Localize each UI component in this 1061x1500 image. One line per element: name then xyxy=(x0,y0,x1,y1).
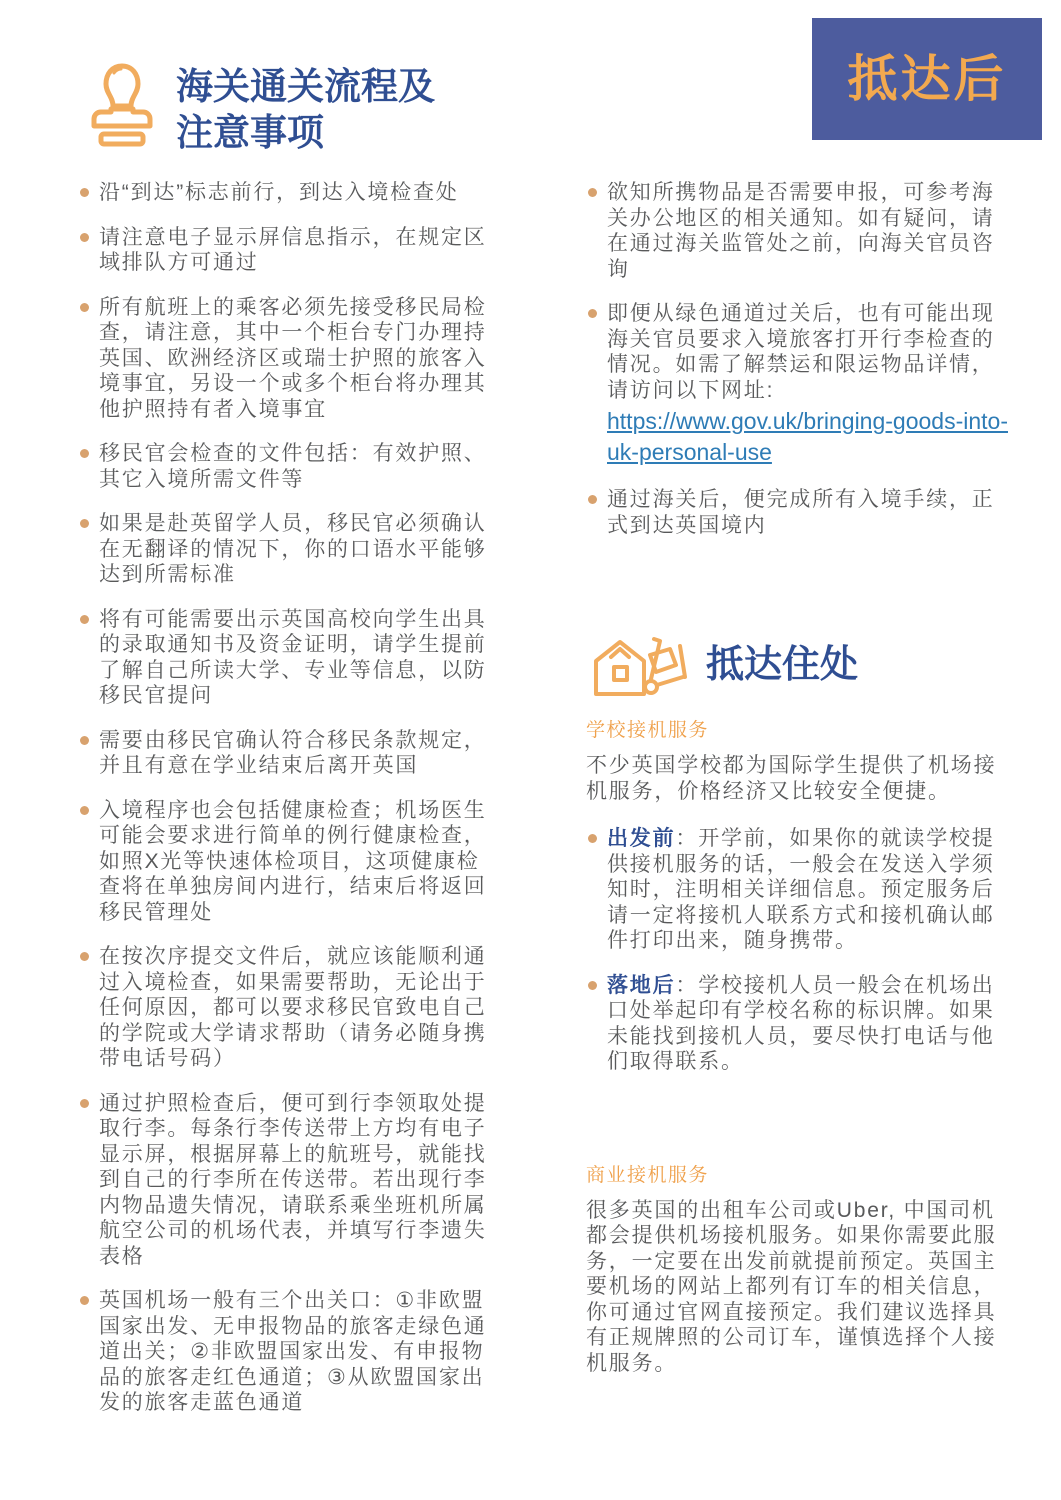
bullet-text: 移民官会检查的文件包括：有效护照、其它入境所需文件等 xyxy=(99,442,487,491)
school-pickup-list xyxy=(586,826,1010,1075)
list-item xyxy=(586,301,1010,468)
badge-label: 抵达后 xyxy=(847,51,1007,107)
bullet-text: 请注意电子显示屏信息指示，在规定区域排队方可通过 xyxy=(99,225,487,274)
customs-section-header xyxy=(78,56,435,162)
list-item xyxy=(586,973,1010,1075)
bullet-text: 入境程序也会包括健康检查；机场医生可能会要求进行简单的例行健康检查，如照X光等快速体检项目，这项健康检查将在单独房间内进行，结束后将返回移民管理处 xyxy=(99,798,487,924)
accommodation-section-header xyxy=(586,634,1010,698)
list-item xyxy=(78,944,492,1072)
list-item xyxy=(586,180,1010,282)
list-item xyxy=(78,728,492,779)
list-item xyxy=(78,607,492,709)
list-item xyxy=(78,441,492,492)
customs-section-title xyxy=(176,64,435,156)
right-column xyxy=(586,180,1010,1376)
bullet-text: ：开学前，如果你的就读学校提供接机服务的话，一般会在发送入学须知时，注明相关详细信息。预定服务后请一定将接机人联系方式和接机确认邮件打印出来，随身携带。 xyxy=(607,827,995,952)
stamp-icon xyxy=(78,60,166,162)
list-item xyxy=(78,1288,492,1416)
house-trolley-icon xyxy=(588,634,692,698)
school-pickup-heading: 学校接机服务 xyxy=(586,720,710,741)
bullet-text: 将有可能需要出示英国高校向学生出具的录取通知书及资金证明，请学生提前了解自己所读大学、专业等信息，以防移民官提问 xyxy=(99,607,487,707)
list-item xyxy=(586,826,1010,954)
accommodation-title: 抵达住处 xyxy=(706,644,859,687)
gov-uk-link[interactable]: https://www.gov.uk/bringing-goods-into-uk-personal-use xyxy=(607,408,1008,465)
commercial-pickup-heading: 商业接机服务 xyxy=(586,1164,710,1186)
accommodation-section xyxy=(586,634,1010,1376)
bullet-text: 需要由移民官确认符合移民条款规定，并且有意在学业结束后离开英国 xyxy=(99,728,487,777)
list-item xyxy=(78,225,492,276)
bullet-text: ：学校接机人员一般会在机场出口处举起印有学校名称的标识牌。如果未能找到接机人员，要尽快打电话与他们取得联系。 xyxy=(607,973,995,1073)
bullet-text: 所有航班上的乘客必须先接受移民局检查，请注意，其中一个柜台专门办理持英国、欧洲经济区或瑞士护照的旅客入境事宜，另设一个或多个柜台将办理其他护照持有者入境事宜 xyxy=(99,295,487,421)
school-pickup-intro: 不少英国学校都为国际学生提供了机场接机服务，价格经济又比较安全便捷。 xyxy=(586,754,997,803)
bullet-text: 在按次序提交文件后，就应该能顺利通过入境检查，如果需要帮助，无论出于任何原因，都可以要求移民官致电自己的学院或大学请求帮助（请务必随身携带电话号码） xyxy=(99,945,487,1070)
after-landing-label: 落地后 xyxy=(607,973,676,997)
customs-bullet-list-left xyxy=(78,180,492,1416)
bullet-text: 沿“到达”标志前行，到达入境检查处 xyxy=(99,181,459,204)
customs-title-line2: 注意事项 xyxy=(176,112,324,153)
customs-title-line1: 海关通关流程及 xyxy=(176,66,435,107)
bullet-text: 通过护照检查后，便可到行李领取处提取行李。每条行李传送带上方均有电子显示屏，根据屏幕上的航班号，就能找到自己的行李所在传送带。若出现行李内物品遗失情况，请联系乘坐班机所属航空公司的机场代表，并填写行李遗失表格 xyxy=(99,1091,487,1268)
customs-left-column xyxy=(78,180,492,1435)
bullet-text: 如果是赴英留学人员，移民官必须确认在无翻译的情况下，你的口语水平能够达到所需标准 xyxy=(99,512,487,586)
customs-bullet-list-right xyxy=(586,180,1010,538)
bullet-text: 通过海关后，便完成所有入境手续，正式到达英国境内 xyxy=(607,488,995,537)
list-item xyxy=(586,487,1010,538)
list-item xyxy=(78,295,492,423)
bullet-text: 英国机场一般有三个出关口：①非欧盟国家出发、无申报物品的旅客走绿色通道出关；②非欧盟国家出发、有申报物品的旅客走红色通道；③从欧盟国家出发的旅客走蓝色通道 xyxy=(99,1289,487,1414)
list-item xyxy=(78,798,492,926)
commercial-pickup-body: 很多英国的出租车公司或Uber, 中国司机都会提供机场接机服务。如果你需要此服务，一定要在出发前就提前预定。英国主要机场的网站上都列有订车的相关信息，你可通过官网直接预定。我们建议选择具有正规牌照的公司订车，谨慎选择个人接机服务。 xyxy=(586,1198,997,1375)
arrival-section-badge xyxy=(812,18,1042,140)
bullet-text: 即便从绿色通道过关后，也有可能出现海关官员要求入境旅客打开行李检查的情况。如需了解禁运和限运物品详情，请访问以下网址: xyxy=(607,302,995,402)
list-item xyxy=(78,511,492,588)
list-item xyxy=(78,1091,492,1270)
bullet-text: 欲知所携物品是否需要申报，可参考海关办公地区的相关通知。如有疑问，请在通过海关监管处之前，向海关官员咨询 xyxy=(607,181,995,281)
list-item xyxy=(78,180,492,206)
before-departure-label: 出发前 xyxy=(607,827,676,850)
